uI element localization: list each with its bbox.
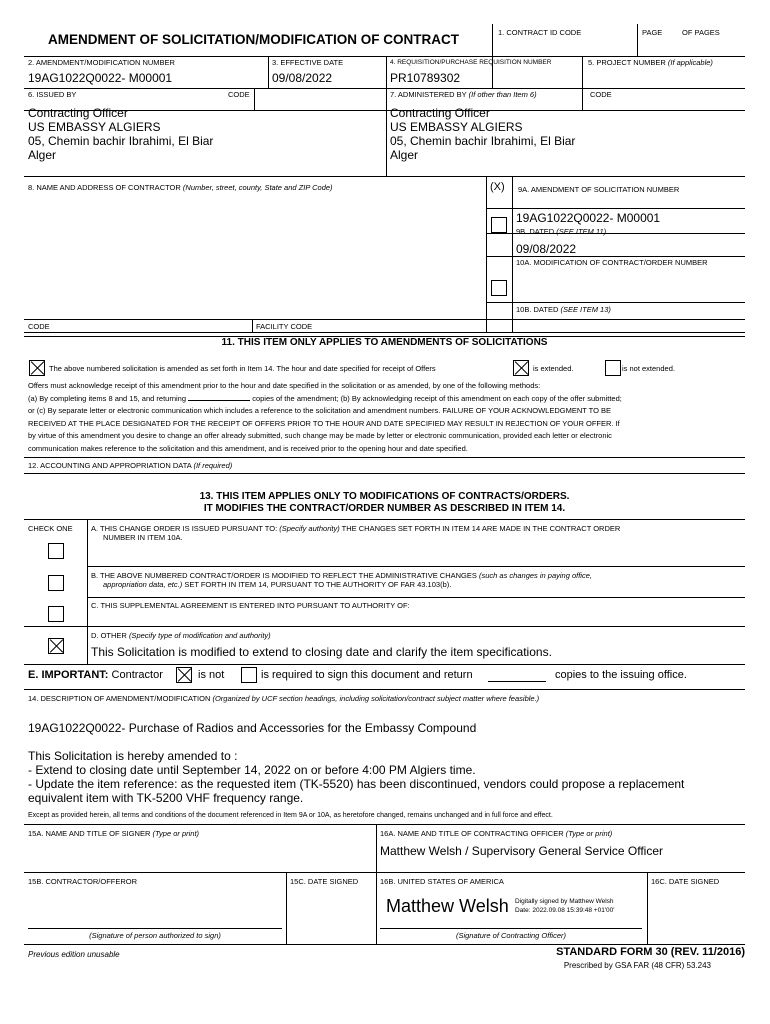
requisition-value[interactable]: PR10789302 [390, 71, 461, 85]
amendment-number-value[interactable]: 19AG1022Q0022- M00001 [28, 71, 173, 85]
facility-code-label: FACILITY CODE [256, 322, 313, 331]
contractor-15b-label: 15B. CONTRACTOR/OFFEROR [28, 877, 138, 886]
checkbox-13b[interactable] [48, 575, 64, 591]
return-copies-blank[interactable] [488, 669, 546, 682]
extended-label: is extended. [533, 364, 574, 373]
previous-edition-note: Previous edition unusable [28, 950, 120, 959]
modification-10a-label: 10A. MODIFICATION OF CONTRACT/ORDER NUMBER [516, 258, 708, 267]
section-11-instructions: Offers must acknowledge receipt of this amendment prior to the hour and date specified in the solicitation or as amended, by one of the following methods: (a) By completing items 8 and 15, and returning copies of the amendment; (b) By acknowledging receipt of this amendment on each copy of the offer submitted; or (c) By separate letter or electronic communication which includes a reference to the solicitation and amendment numbers. FAILURE OF YOUR ACKNOWLEDGMENT TO BE RECEIVED AT THE PLACE DESIGNATED FOR THE RECEIPT OF OFFERS PRIOR TO THE HOUR AND DATE SPECIFIED MAY RESULT IN REJECTION OF YOUR OFFER. If by virtue of this amendment you desire to change an offer already submitted, such change may be made by letter or electronic communication, provided each letter or electronic communication makes reference to the solicitation and this amendment, and is received prior to the opening hour and date specified. [28, 381, 622, 453]
signature-officer-caption: (Signature of Contracting Officer) [455, 931, 567, 940]
effective-date-value[interactable]: 09/08/2022 [272, 71, 333, 85]
is-not-label: is not [198, 669, 225, 681]
date-16c-label: 16C. DATE SIGNED [651, 877, 720, 886]
issued-by-address[interactable]: Contracting Officer US EMBASSY ALGIERS 05, Chemin bachir Ibrahimi, El Biar Alger [28, 106, 214, 162]
checkbox-10a[interactable] [491, 280, 507, 296]
checkbox-13c[interactable] [48, 606, 64, 622]
contract-id-label: 1. CONTRACT ID CODE [498, 28, 582, 37]
administered-code-label: CODE [590, 90, 612, 99]
is-required-label: is required to sign this document and return [261, 669, 473, 681]
section-13-title: 13. THIS ITEM APPLIES ONLY TO MODIFICATIONS OF CONTRACTS/ORDERS. IT MODIFIES THE CONTRACT/ORDER NUMBER AS DESCRIBED IN ITEM 14. [199, 491, 570, 514]
check-one-label: CHECK ONE [28, 524, 73, 533]
section-11-line1: The above numbered solicitation is amended as set forth in Item 14. The hour and date specified for receipt of Offers [49, 364, 436, 373]
form-title: AMENDMENT OF SOLICITATION/MODIFICATION OF CONTRACT [48, 32, 459, 47]
copies-label: copies to the issuing office. [555, 669, 687, 681]
option-c-text: C. THIS SUPPLEMENTAL AGREEMENT IS ENTERED INTO PURSUANT TO AUTHORITY OF: [91, 601, 410, 610]
requisition-label: 4. REQUISITION/PURCHASE REQUISITION NUMBER [390, 59, 552, 66]
checkbox-13d[interactable] [48, 638, 64, 654]
digital-signature-stamp: Digitally signed by Matthew Welsh Date: 2022.09.08 15:39:48 +01'00' [515, 898, 615, 914]
except-text: Except as provided herein, all terms and conditions of the document referenced in Item 9A or 10A, as heretofore changed, remains unchanged and in full force and effect. [28, 812, 553, 819]
page-label: PAGE [642, 28, 663, 37]
accounting-label: 12. ACCOUNTING AND APPROPRIATION DATA (If required) [28, 461, 233, 470]
date-15c-label: 15C. DATE SIGNED [290, 877, 359, 886]
issued-code-label: CODE [228, 90, 250, 99]
form-number: STANDARD FORM 30 (REV. 11/2016) [556, 946, 745, 958]
x-column-label: (X) [490, 181, 505, 193]
officer-16a-value[interactable]: Matthew Welsh / Supervisory General Service Officer [380, 844, 663, 858]
copies-blank[interactable] [188, 400, 250, 401]
important-row: E. IMPORTANT: Contractor [28, 669, 163, 681]
description-label: 14. DESCRIPTION OF AMENDMENT/MODIFICATION (Organized by UCF section headings, including solicitation/contract subject matter where feasible.) [28, 694, 540, 703]
checkbox-13a[interactable] [48, 543, 64, 559]
not-extended-label: is not extended. [622, 364, 675, 373]
option-a-text: A. THIS CHANGE ORDER IS ISSUED PURSUANT TO: (Specify authority) THE CHANGES SET FORTH IN ITEM 14 ARE MADE IN THE CONTRACT ORDER NUMBER IN ITEM 10A. [91, 524, 621, 542]
effective-date-label: 3. EFFECTIVE DATE [272, 58, 344, 67]
prescribed-by: Prescribed by GSA FAR (48 CFR) 53.243 [563, 961, 711, 970]
administered-by-label: 7. ADMINISTERED BY (If other than Item 6) [390, 90, 537, 99]
extended-checkbox[interactable] [513, 360, 529, 376]
option-b-text: B. THE ABOVE NUMBERED CONTRACT/ORDER IS MODIFIED TO REFLECT THE ADMINISTRATIVE CHANGES (such as changes in paying office, appropriation data, etc.) SET FORTH IN ITEM 14, PURSUANT TO THE AUTHORITY OF FAR 43.103(b). [91, 571, 592, 589]
is-not-checkbox[interactable] [176, 667, 192, 683]
option-d-value[interactable]: This Solicitation is modified to extend to closing date and clarify the item specifications. [91, 645, 552, 659]
option-d-label: D. OTHER (Specify type of modification and authority) [91, 631, 271, 640]
amended-checkbox[interactable] [29, 360, 45, 376]
officer-16a-label: 16A. NAME AND TITLE OF CONTRACTING OFFICER (Type or print) [380, 829, 613, 838]
project-number-label: 5. PROJECT NUMBER (If applicable) [588, 58, 713, 67]
amendment-number-label: 2. AMENDMENT/MODIFICATION NUMBER [28, 58, 175, 67]
officer-signature-name[interactable]: Matthew Welsh [386, 896, 509, 916]
not-extended-checkbox[interactable] [605, 360, 621, 376]
checkbox-9a[interactable] [491, 217, 507, 233]
description-body[interactable]: 19AG1022Q0022- Purchase of Radios and Accessories for the Embassy Compound This Solicitation is hereby amended to : - Extend to closing date until September 14, 2022 on or before 4:00 PM Algiers time. - Update the item reference: as the requested item (TK-5520) has been discontinued, vendors could propose a replacement equivalent item with TK-5200 VHF frequency range. [28, 721, 685, 805]
amendment-solicitation-value[interactable]: 19AG1022Q0022- M00001 [516, 211, 661, 225]
contractor-label: 8. NAME AND ADDRESS OF CONTRACTOR (Number, street, county, State and ZIP Code) [28, 183, 333, 192]
dated-9b-label: 9B. DATED (SEE ITEM 11) [516, 227, 607, 236]
issued-by-label: 6. ISSUED BY [28, 90, 77, 99]
dated-9b-value[interactable]: 09/08/2022 [516, 242, 577, 256]
of-pages-label: OF PAGES [682, 28, 720, 37]
dated-10b-label: 10B. DATED (SEE ITEM 13) [516, 305, 611, 314]
contractor-code-label: CODE [28, 322, 50, 331]
administered-by-address[interactable]: Contracting Officer US EMBASSY ALGIERS 05, Chemin bachir Ibrahimi, El Biar Alger [390, 106, 576, 162]
is-required-checkbox[interactable] [241, 667, 257, 683]
amendment-solicitation-label: 9A. AMENDMENT OF SOLICITATION NUMBER [518, 185, 680, 194]
signer-15a-label: 15A. NAME AND TITLE OF SIGNER (Type or print) [28, 829, 200, 838]
signature-person-caption: (Signature of person authorized to sign) [89, 931, 221, 940]
usa-16b-label: 16B. UNITED STATES OF AMERICA [380, 877, 504, 886]
section-11-title: 11. THIS ITEM ONLY APPLIES TO AMENDMENTS OF SOLICITATIONS [221, 337, 548, 348]
